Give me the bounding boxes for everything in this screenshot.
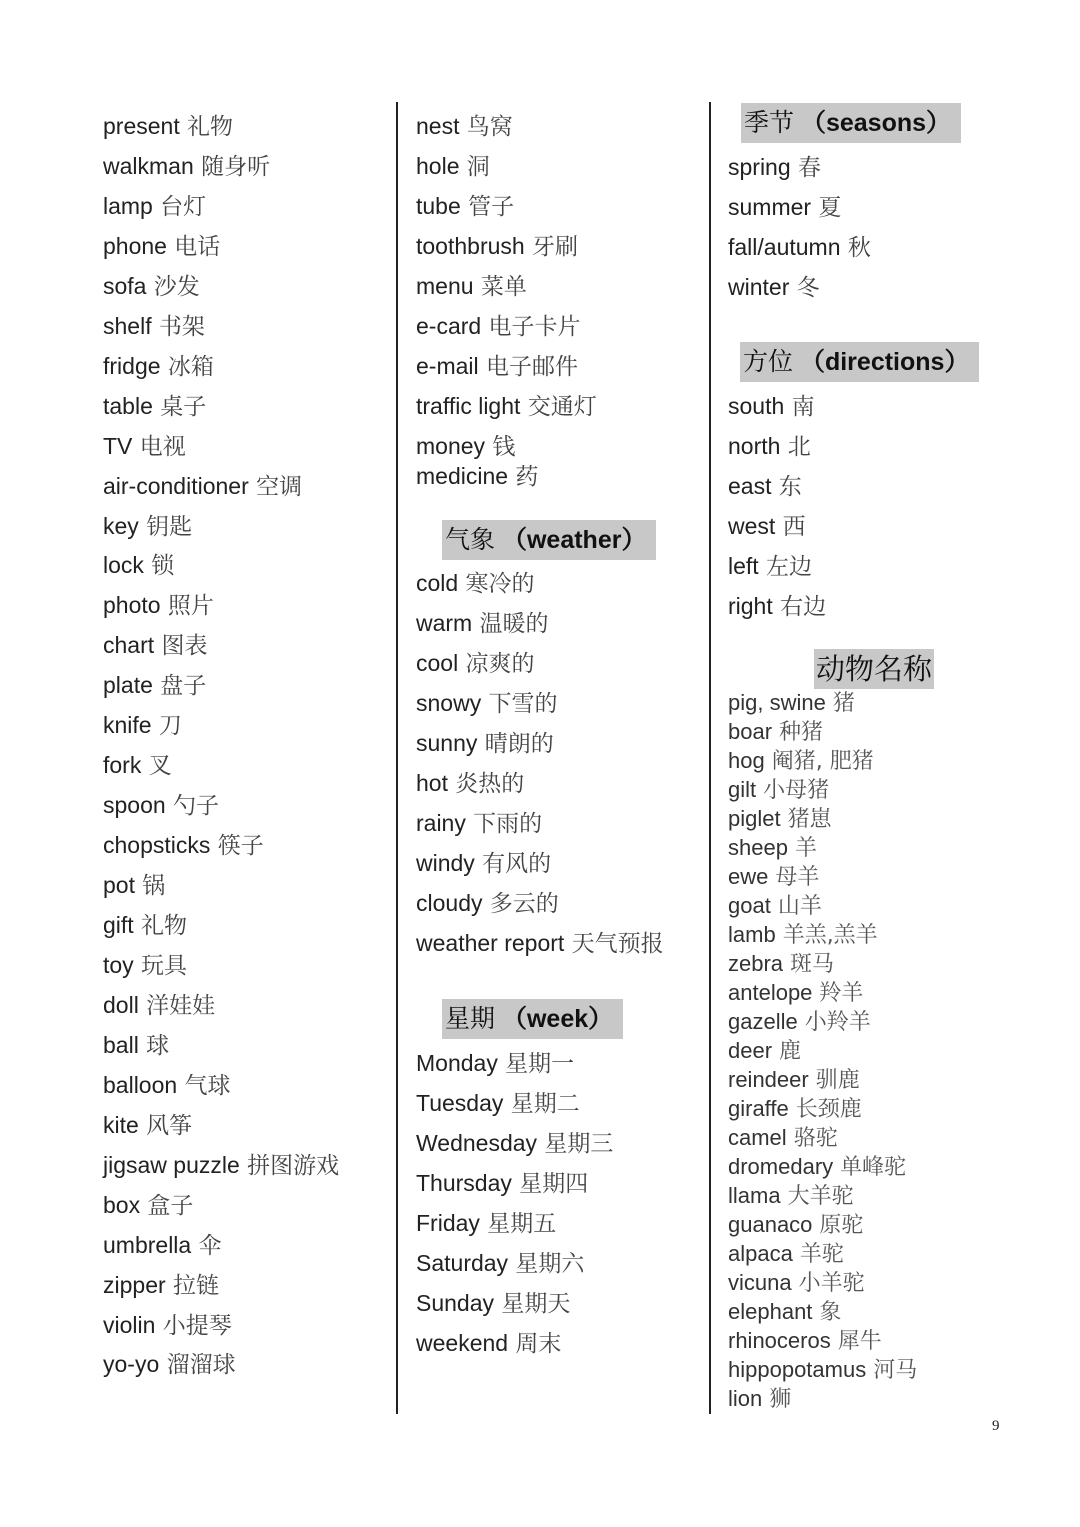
vocab-item: [103, 512, 192, 541]
english-word: doll: [103, 991, 139, 1018]
vocab-item: [416, 569, 535, 598]
chinese-translation: 凉爽的: [465, 651, 535, 677]
english-word: lamb: [728, 922, 776, 947]
chinese-translation: 冬: [796, 275, 820, 301]
chinese-translation: 星期三: [544, 1131, 614, 1157]
english-word: lock: [103, 552, 144, 579]
english-word: elephant: [728, 1299, 813, 1324]
english-word: ewe: [728, 864, 769, 889]
chinese-translation: 玩具: [141, 952, 187, 979]
english-word: warm: [416, 610, 473, 636]
english-word: east: [728, 473, 772, 499]
directions-header: 方位 （directions）: [740, 342, 979, 382]
vocab-item: [728, 273, 820, 302]
vocab-item: [728, 233, 871, 262]
english-word: summer: [728, 194, 812, 220]
english-word: hippopotamus: [728, 1357, 867, 1382]
vocab-item: [416, 1049, 574, 1078]
chinese-translation: 阉猪, 肥猪: [771, 749, 874, 774]
column-divider-left: [396, 102, 398, 1414]
english-word: weather report: [416, 930, 565, 956]
english-word: cool: [416, 650, 459, 676]
english-word: llama: [728, 1183, 781, 1208]
chinese-translation: 河马: [873, 1358, 918, 1383]
english-word: toothbrush: [416, 233, 525, 259]
chinese-translation: 星期天: [501, 1291, 571, 1317]
column-divider-right: [709, 102, 711, 1414]
vocab-item: [728, 806, 832, 833]
vocab-item: [103, 951, 187, 980]
chinese-translation: 大羊驼: [787, 1184, 854, 1209]
vocab-item: [416, 929, 664, 958]
vocab-item: [103, 1311, 232, 1340]
english-word: Saturday: [416, 1250, 509, 1276]
english-word: weekend: [416, 1330, 509, 1356]
chinese-translation: 溜溜球: [166, 1352, 236, 1379]
english-word: left: [728, 553, 759, 579]
english-word: walkman: [103, 152, 194, 179]
vocab-item: [728, 1125, 838, 1152]
vocab-item: [416, 1169, 588, 1198]
english-word: traffic light: [416, 393, 521, 419]
english-word: Friday: [416, 1210, 480, 1236]
chinese-translation: 原驼: [819, 1213, 864, 1238]
chinese-translation: 象: [819, 1300, 842, 1325]
english-word: violin: [103, 1311, 156, 1338]
english-word: Sunday: [416, 1290, 495, 1316]
vocab-item: [728, 1009, 871, 1036]
vocab-item: [728, 512, 806, 541]
vocab-item: [416, 272, 527, 301]
seasons-header: 季节 （seasons）: [741, 103, 961, 143]
english-word: phone: [103, 232, 167, 259]
chinese-translation: 周末: [515, 1331, 562, 1357]
english-word: zebra: [728, 951, 784, 976]
english-word: south: [728, 393, 785, 419]
english-word: sunny: [416, 730, 478, 756]
vocab-item: [103, 232, 220, 261]
vocab-item: [416, 352, 578, 381]
vocab-item: [103, 1151, 339, 1180]
vocab-item: [103, 432, 186, 461]
english-word: pig, swine: [728, 690, 826, 715]
chinese-translation: 风筝: [146, 1112, 193, 1139]
chinese-translation: 礼物: [187, 114, 234, 140]
vocab-item: [103, 1231, 222, 1260]
vocab-item: [728, 552, 812, 581]
chinese-translation: 电子邮件: [485, 354, 578, 380]
vocab-item: [728, 1299, 841, 1326]
english-word: rainy: [416, 810, 466, 836]
chinese-translation: 长颈鹿: [795, 1097, 862, 1122]
chinese-translation: 羚羊: [819, 981, 864, 1006]
english-word: vicuna: [728, 1270, 792, 1295]
english-word: sheep: [728, 835, 788, 860]
chinese-translation: 牙刷: [532, 234, 579, 260]
english-word: lion: [728, 1386, 763, 1411]
english-word: kite: [103, 1111, 139, 1138]
chinese-translation: 锁: [151, 553, 175, 580]
english-word: nest: [416, 113, 460, 139]
chinese-translation: 桌子: [160, 393, 207, 420]
vocab-item: [103, 352, 214, 381]
vocab-item: [728, 432, 811, 461]
chinese-translation: 球: [146, 1032, 170, 1059]
vocab-item: [103, 1350, 236, 1379]
english-word: hog: [728, 748, 765, 773]
english-word: spoon: [103, 792, 166, 819]
vocab-item: [416, 689, 558, 718]
english-word: spring: [728, 154, 791, 180]
english-word: alpaca: [728, 1241, 793, 1266]
chinese-translation: 羊驼: [799, 1242, 844, 1267]
vocab-item: [728, 472, 802, 501]
english-word: present: [103, 113, 180, 139]
english-word: snowy: [416, 690, 482, 716]
vocab-item: [103, 831, 264, 860]
english-word: yo-yo: [103, 1351, 160, 1378]
chinese-translation: 斑马: [790, 952, 835, 977]
vocab-item: [103, 472, 302, 501]
english-word: jigsaw puzzle: [103, 1151, 240, 1178]
chinese-translation: 星期四: [519, 1171, 589, 1197]
english-word: plate: [103, 672, 153, 699]
vocab-item: [728, 1096, 862, 1123]
chinese-translation: 钥匙: [146, 513, 193, 540]
english-word: antelope: [728, 980, 813, 1005]
vocab-item: [728, 719, 823, 746]
chinese-translation: 小母猪: [763, 778, 830, 803]
chinese-translation: 多云的: [489, 891, 559, 917]
chinese-translation: 右边: [780, 594, 827, 620]
vocab-item: [728, 392, 815, 421]
english-word: west: [728, 513, 776, 539]
vocab-item: [103, 551, 174, 580]
english-word: box: [103, 1191, 141, 1218]
chinese-translation: 拼图游戏: [247, 1152, 340, 1179]
vocab-item: [416, 192, 514, 221]
english-word: deer: [728, 1038, 773, 1063]
chinese-translation: 山羊: [777, 894, 822, 919]
chinese-translation: 礼物: [141, 913, 187, 939]
chinese-translation: 菜单: [480, 274, 527, 300]
english-word: Wednesday: [416, 1130, 538, 1156]
chinese-translation: 筷子: [217, 833, 264, 860]
vocab-item: [416, 392, 597, 421]
english-word: piglet: [728, 806, 781, 831]
english-word: menu: [416, 273, 474, 299]
english-word: cloudy: [416, 890, 483, 916]
vocab-item: [728, 1038, 801, 1065]
vocab-item: [103, 1191, 193, 1220]
english-word: pot: [103, 872, 135, 899]
chinese-translation: 星期六: [515, 1251, 585, 1277]
english-word: photo: [103, 592, 161, 619]
chinese-translation: 北: [787, 434, 811, 460]
vocab-item: [416, 609, 549, 638]
chinese-translation: 鹿: [779, 1039, 802, 1064]
english-word: tube: [416, 193, 461, 219]
vocab-item: [103, 711, 182, 740]
chinese-translation: 寒冷的: [465, 571, 535, 597]
english-word: balloon: [103, 1071, 178, 1098]
chinese-translation: 狮: [769, 1387, 792, 1412]
chinese-translation: 下雪的: [488, 691, 558, 717]
vocab-item: [728, 153, 821, 182]
vocab-item: [728, 690, 855, 717]
english-word: fall/autumn: [728, 234, 841, 260]
chinese-translation: 母羊: [775, 865, 820, 890]
english-word: camel: [728, 1125, 787, 1150]
chinese-translation: 电话: [174, 233, 221, 260]
chinese-translation: 鸟窝: [466, 114, 513, 140]
english-word: e-card: [416, 313, 482, 339]
vocab-item: [728, 1212, 863, 1239]
chinese-translation: 盘子: [160, 673, 207, 700]
chinese-translation: 炎热的: [455, 771, 525, 797]
english-word: fridge: [103, 352, 161, 379]
chinese-translation: 冰箱: [167, 353, 214, 380]
english-word: gazelle: [728, 1009, 798, 1034]
vocab-item: [103, 911, 187, 940]
vocab-item: [103, 751, 172, 780]
english-word: rhinoceros: [728, 1328, 831, 1353]
chinese-translation: 空调: [256, 473, 303, 500]
chinese-translation: 单峰驼: [840, 1155, 907, 1180]
chinese-translation: 晴朗的: [484, 731, 554, 757]
chinese-translation: 骆驼: [793, 1126, 838, 1151]
vocab-item: [103, 871, 165, 900]
english-word: fork: [103, 752, 142, 779]
vocab-item: [103, 791, 219, 820]
chinese-translation: 台灯: [160, 193, 207, 220]
english-word: Tuesday: [416, 1090, 504, 1116]
english-word: goat: [728, 893, 771, 918]
chinese-translation: 左边: [766, 554, 812, 580]
chinese-translation: 小羊驼: [798, 1271, 865, 1296]
chinese-translation: 猪: [832, 691, 855, 716]
vocab-item: [728, 748, 874, 775]
weather-header: 气象 （weather）: [442, 520, 656, 560]
english-word: toy: [103, 951, 134, 978]
chinese-translation: 照片: [167, 593, 214, 620]
chinese-translation: 羊羔,羔羊: [782, 923, 878, 948]
chinese-translation: 小提琴: [162, 1312, 232, 1339]
english-word: guanaco: [728, 1212, 813, 1237]
vocab-item: [103, 392, 206, 421]
chinese-translation: 洞: [466, 154, 490, 180]
chinese-translation: 下雨的: [473, 811, 543, 837]
vocab-item: [416, 432, 515, 461]
english-word: chopsticks: [103, 832, 211, 859]
vocab-item: [728, 922, 878, 949]
chinese-translation: 种猪: [779, 720, 824, 745]
english-word: hot: [416, 770, 448, 796]
chinese-translation: 羊: [794, 836, 817, 861]
vocab-item: [416, 1129, 613, 1158]
vocab-item: [416, 1289, 570, 1318]
english-word: winter: [728, 274, 790, 300]
english-word: table: [103, 392, 153, 419]
chinese-translation: 星期一: [505, 1051, 575, 1077]
english-word: gilt: [728, 777, 757, 802]
vocab-item: [103, 312, 205, 341]
english-word: money: [416, 433, 486, 459]
vocab-item: [416, 649, 535, 678]
vocab-item: [728, 1154, 906, 1181]
vocab-item: [416, 729, 554, 758]
vocab-item: [103, 591, 214, 620]
vocab-item: [416, 769, 524, 798]
chinese-translation: 南: [791, 394, 815, 420]
english-word: right: [728, 593, 773, 619]
week-header: 星期 （week）: [442, 999, 623, 1039]
vocab-item: [728, 835, 817, 862]
chinese-translation: 刀: [158, 713, 182, 740]
vocab-item: [728, 777, 829, 804]
english-word: gift: [103, 912, 134, 938]
vocab-item: [103, 112, 233, 141]
english-word: e-mail: [416, 353, 479, 379]
chinese-translation: 气球: [184, 1072, 231, 1099]
chinese-translation: 沙发: [153, 273, 200, 300]
chinese-translation: 星期二: [510, 1091, 580, 1117]
vocab-item: [416, 809, 542, 838]
vocab-item: [103, 631, 207, 660]
chinese-translation: 有风的: [482, 851, 552, 877]
chinese-translation: 钱: [492, 434, 516, 460]
chinese-translation: 盒子: [147, 1192, 194, 1219]
english-word: lamp: [103, 192, 153, 219]
chinese-translation: 伞: [198, 1232, 222, 1259]
english-word: boar: [728, 719, 773, 744]
vocab-item: [728, 1270, 865, 1297]
vocab-item: [103, 1071, 231, 1100]
vocab-item: [728, 1067, 860, 1094]
english-word: ball: [103, 1031, 139, 1058]
chinese-translation: 小羚羊: [804, 1010, 871, 1035]
chinese-translation: 驯鹿: [815, 1068, 860, 1093]
english-word: north: [728, 433, 781, 459]
english-word: cold: [416, 570, 459, 596]
vocab-item: [728, 980, 863, 1007]
vocab-item: [103, 1031, 169, 1060]
page-number: 9: [992, 1418, 1000, 1434]
vocab-item: [103, 192, 206, 221]
chinese-translation: 图表: [161, 633, 208, 660]
chinese-translation: 春: [797, 155, 821, 181]
chinese-translation: 叉: [148, 753, 172, 780]
vocab-item: [416, 312, 581, 341]
vocab-item: [416, 1089, 580, 1118]
vocab-item: [416, 849, 551, 878]
english-word: windy: [416, 850, 475, 876]
chinese-translation: 随身听: [201, 153, 271, 180]
vocab-item: [103, 272, 200, 301]
vocab-item: [416, 1249, 584, 1278]
english-word: chart: [103, 632, 155, 659]
vocab-item: [416, 1209, 556, 1238]
chinese-translation: 猪崽: [787, 807, 832, 832]
vocab-item: [416, 152, 490, 181]
vocab-item: [416, 462, 538, 491]
chinese-translation: 药: [515, 464, 539, 490]
chinese-translation: 书架: [158, 313, 205, 340]
chinese-translation: 星期五: [487, 1211, 557, 1237]
vocab-item: [416, 112, 513, 141]
chinese-translation: 夏: [818, 195, 842, 221]
chinese-translation: 秋: [847, 235, 871, 261]
chinese-translation: 温暖的: [479, 611, 549, 637]
english-word: Thursday: [416, 1170, 512, 1196]
vocab-item: [728, 1241, 844, 1268]
vocab-item: [416, 232, 578, 261]
vocab-item: [728, 1328, 882, 1355]
chinese-translation: 西: [782, 514, 806, 540]
animals-header: 动物名称: [814, 649, 934, 689]
chinese-translation: 管子: [468, 194, 515, 220]
english-word: medicine: [416, 463, 509, 489]
chinese-translation: 电子卡片: [488, 314, 581, 340]
vocab-item: [728, 1183, 854, 1210]
english-word: umbrella: [103, 1231, 192, 1258]
vocab-item: [728, 193, 841, 222]
vocab-item: [728, 951, 834, 978]
chinese-translation: 勺子: [172, 793, 219, 820]
vocab-item: [416, 889, 559, 918]
english-word: TV: [103, 432, 133, 459]
english-word: Monday: [416, 1050, 498, 1076]
chinese-translation: 洋娃娃: [146, 992, 216, 1019]
english-word: hole: [416, 153, 460, 179]
chinese-translation: 锅: [142, 873, 166, 900]
vocab-item: [728, 1357, 917, 1384]
vocab-item: [728, 1386, 791, 1413]
vocab-item: [103, 671, 206, 700]
english-word: air-conditioner: [103, 472, 249, 499]
chinese-translation: 交通灯: [527, 394, 597, 420]
vocab-item: [103, 1111, 192, 1140]
chinese-translation: 天气预报: [571, 931, 664, 957]
english-word: zipper: [103, 1271, 166, 1298]
vocab-item: [103, 991, 215, 1020]
english-word: dromedary: [728, 1154, 834, 1179]
english-word: knife: [103, 712, 152, 739]
vocab-item: [728, 864, 819, 891]
english-word: shelf: [103, 312, 152, 339]
vocab-item: [103, 152, 270, 181]
vocab-item: [416, 1329, 561, 1358]
vocab-item: [728, 893, 822, 920]
english-word: reindeer: [728, 1067, 809, 1092]
chinese-translation: 电视: [139, 433, 186, 460]
english-word: giraffe: [728, 1096, 789, 1121]
chinese-translation: 东: [778, 474, 802, 500]
english-word: key: [103, 512, 139, 539]
vocab-item: [728, 592, 826, 621]
english-word: sofa: [103, 272, 147, 299]
chinese-translation: 拉链: [172, 1272, 219, 1299]
chinese-translation: 犀牛: [837, 1329, 882, 1354]
vocab-item: [103, 1271, 219, 1300]
